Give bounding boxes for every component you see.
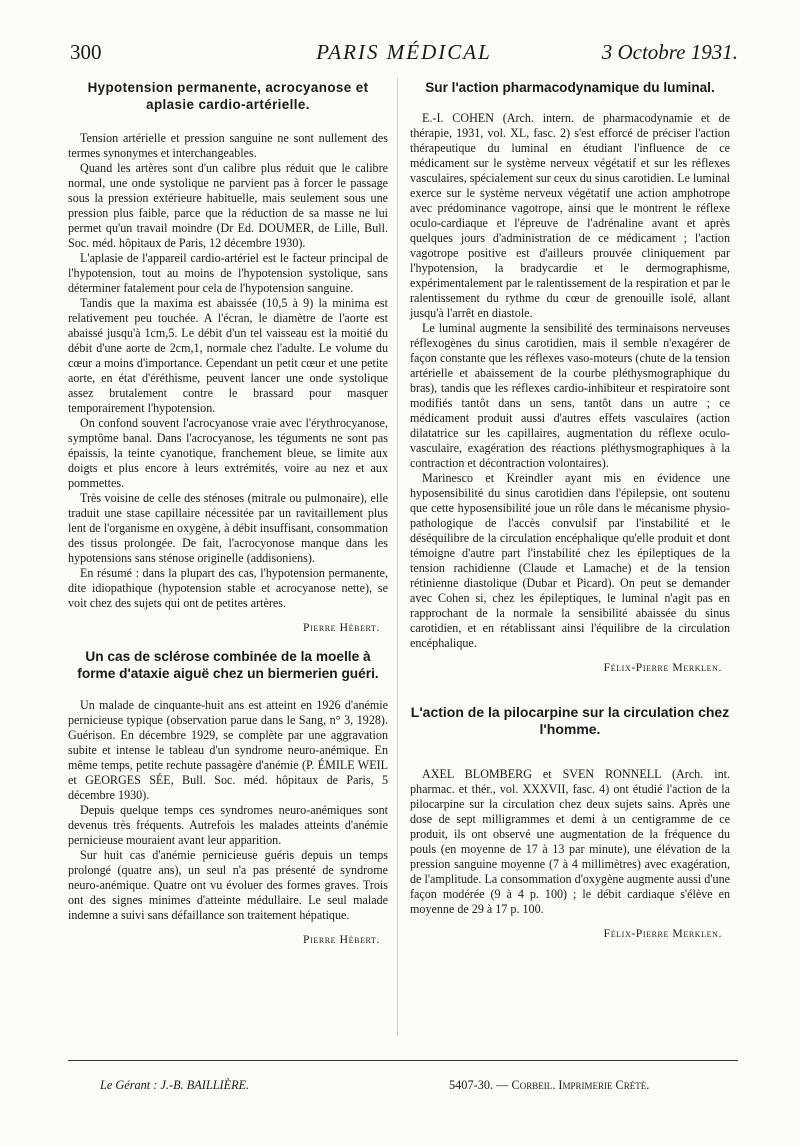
article-paragraph: Depuis quelque temps ces syndromes neuro-anémiques sont devenus très fréquents. Autrefois les malades atteints d'anémie pernicieuse mouraient avant leur apparition. <box>68 802 388 847</box>
right-column <box>410 80 730 940</box>
column-divider <box>397 78 398 1036</box>
article-title: L'action de la pilocarpine sur la circulation chez l'homme. <box>410 703 730 738</box>
article-paragraph: Sur huit cas d'anémie pernicieuse guéris depuis un temps prolongé (quatre ans), un seul n'a pas présenté de syndrome neuro-anémique. Quatre ont vu évoluer des formes graves. Trois ont des signes minimes d'atteinte médullaire. Le seul malade indemne a suivi sans défaillance son traitement hépatique. <box>68 847 388 922</box>
article-paragraph: Très voisine de celle des sténoses (mitrale ou pulmonaire), elle traduit une stase capillaire nécessitée par un ravitaillement plus lent de l'organisme en oxygène, à débit insuffisant, consommation des tissus prolongée. De fait, l'acrocyonose manque dans les hypotensions sans sténose originelle (addisoniens). <box>68 490 388 565</box>
article-paragraph: Le luminal augmente la sensibilité des terminaisons nerveuses réflexogènes du sinus carotidien, mais il semble n'exagérer de façon constante que les réflexes vaso-moteurs (chute de la tension artérielle et abaissement de la courbe pléthysmographique du bras), tandis que les réflexes cardio-inhibiteur et respiratoire sont modifiés tantôt dans un sens, tantôt dans un autre ; ce médicament produit aussi d'autres effets vasculaires (action dilatatrice sur les capillaires, augmentation du réflexe oculo-vasculaire, exagération des réactions pléthysmographiques à la contraction et décontraction volontaires). <box>410 320 730 470</box>
footer-printer: 5407-30. — Corbeil. Imprimerie Crété. <box>449 1078 650 1092</box>
article-paragraph: On confond souvent l'acrocyanose vraie avec l'érythrocyanose, symptôme banal. Dans l'acrocyanose, les téguments ne sont pas épaissis, la teinte cyanotique, franchement bleue, se limite aux doigts et plus encore à leurs extrémités, voire au nez et aux pommettes. <box>68 415 388 490</box>
page-number: 300 <box>70 40 102 64</box>
article-paragraph: Quand les artères sont d'un calibre plus réduit que le calibre normal, une onde systolique ne parvient pas à forcer le passage sous la pression extérieure habituelle, mais seulement sous une pression plus faible, parce que la réduction de sa masse ne lui permet qu'un travail moindre (Dr Ed. DOUMER, de Lille, Bull. Soc. méd. hôpitaux de Paris, 12 décembre 1930). <box>68 160 388 250</box>
article-hypotension <box>68 80 388 634</box>
article-paragraph: En résumé : dans la plupart des cas, l'hypotension permanente, dite idiopathique (hypotension stable et acrocyanose nette), se voit chez des sujets qui ont de petites artères. <box>68 565 388 610</box>
article-paragraph: Marinesco et Kreindler ayant mis en évidence une hyposensibilité du sinus carotidien dans l'épilepsie, ont soutenu que cette hyposensibilité joue un rôle dans le mécanisme physio-pathologique de l'accès convulsif par l'instabilité et le déséquilibre de la circulation encéphalique qu'elle produit et dont témoigne d'autre part l'instabilité chez les épileptiques de la tension rachidienne (Claude et Lamache) et de la tension rétinienne diastolique (Dubar et Picard). On peut se demander avec Cohen si, chez les épileptiques, le luminal n'agit pas en rapprochant de la normale la sensibilité abaissée du sinus carotidien, et en rétablissant ainsi l'équilibre de la circulation encéphalique. <box>410 470 730 650</box>
article-paragraph: Tension artérielle et pression sanguine ne sont nullement des termes synonymes et interchangeables. <box>68 130 388 160</box>
article-paragraph: E.-I. COHEN (Arch. intern. de pharmacodynamie et de thérapie, 1931, vol. XL, fasc. 2) s'est efforcé de préciser l'action thérapeutique du luminal en étudiant l'influence de ce médicament sur le système nerveux végétatif et sur les réflexes vasculaires, spécialement sur ceux du sinus carotidien. Le luminal exerce sur le système nerveux végétatif une action amphotrope avec prédominance vagotrope, ainsi que le montrent le réflexe oculo-cardiaque et l'épreuve de l'adrénaline avant et après quelques jours d'administration de ce médicament ; l'action vagotrope positive est d'ailleurs prouvée cliniquement par l'hypotension, la bradycardie et le dermographisme, expérimentalement par le ralentissement de la respiration et par le ralentissement du rythme du cœur de grenouille isolé, allant jusqu'à l'arrêt en diastole. <box>410 110 730 320</box>
article-pilocarpine <box>410 704 730 940</box>
issue-date: 3 Octobre 1931. <box>601 40 738 64</box>
article-sclerose <box>68 648 388 946</box>
article-paragraph: AXEL BLOMBERG et SVEN RONNELL (Arch. int. pharmac. et thér., vol. XXXVII, fasc. 4) ont étudié l'action de la pilocarpine sur la circulation chez deux sujets sains. Après une dose de sept milligrammes et demi à un centigramme de ce produit, ils ont observé une augmentation de la fréquence du pouls (en moyenne de 17 à 13 par minute), une élévation de la pression sanguine moyenne (7 à 4 millimètres) avec exagération, de l'amplitude. La consommation d'oxygène augmente aussi d'une façon modérée (9 à 4 p. 100) ; le débit cardiaque s'élève en moyenne de 29 à 17 p. 100. <box>410 766 730 916</box>
article-paragraph: L'aplasie de l'appareil cardio-artériel est le facteur principal de l'hypotension, tout au moins de l'hypotension systolique, sans déterminer fatalement pour cela de l'hypotension sanguine. <box>68 250 388 295</box>
article-title: Sur l'action pharmacodynamique du luminal. <box>425 80 715 95</box>
author-signature: Félix-Pierre Merklen. <box>603 660 722 674</box>
footer-rule <box>68 1060 738 1061</box>
article-luminal <box>410 80 730 674</box>
author-signature: Pierre Hébert. <box>303 620 380 634</box>
article-paragraph: Un malade de cinquante-huit ans est atteint en 1926 d'anémie pernicieuse typique (observation parue dans le Sang, n° 3, 1928). Guérison. En décembre 1929, se complète par une aggravation subite et intense le tableau d'un syndrome neuro-anémique. En même temps, petite rechute passagère d'anémie (P. ÉMILE WEIL et GEORGES SÉE, Bull. Soc. méd. hôpitaux de Paris, 5 décembre 1930). <box>68 697 388 802</box>
article-title: Un cas de sclérose combinée de la moelle à forme d'ataxie aiguë chez un biermerien guéri. <box>77 648 379 681</box>
author-signature: Pierre Hébert. <box>303 932 380 946</box>
left-column <box>68 80 388 946</box>
article-paragraph: Tandis que la maxima est abaissée (10,5 à 9) la minima est relativement peu touchée. A l'écran, le diamètre de l'aorte est abaissé jusqu'à 1cm,5. Le débit d'un tel vaisseau est la moitié du débit d'une aorte de 2cm,1, normale chez l'adulte. Le volume du cœur a moins d'importance. Cependant un petit cœur et une petite aorte, en état d'éréthisme, peuvent lancer une onde systolique assez brutalement contre le brassard pour masquer temporairement l'hypotension. <box>68 295 388 415</box>
running-title: PARIS MÉDICAL <box>316 40 492 64</box>
article-title: Hypotension permanente, acrocyanose et aplasie cardio-artérielle. <box>87 80 369 112</box>
author-signature: Félix-Pierre Merklen. <box>603 926 722 940</box>
page-footer <box>68 1060 738 1092</box>
page-header <box>70 40 738 70</box>
footer-manager: Le Gérant : J.-B. BAILLIÈRE. <box>100 1078 250 1092</box>
